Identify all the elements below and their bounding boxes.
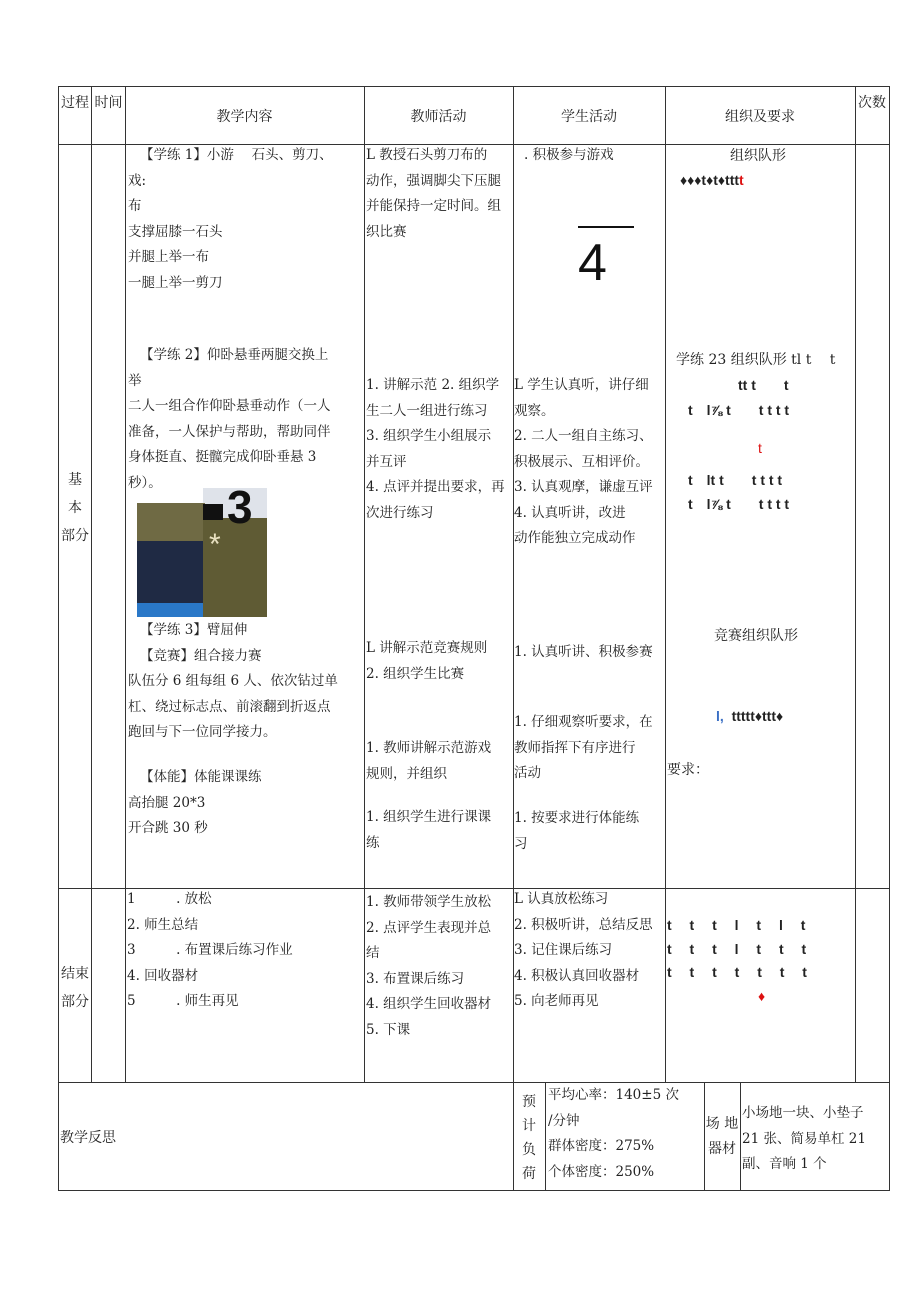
student-s3 (514, 640, 664, 666)
text-line: L 认真放松练习 (514, 891, 609, 907)
content-lx2 (128, 343, 364, 496)
text-line: 一腿上举一剪刀 (128, 274, 223, 291)
text-line: 3. 组织学生小组展示 (366, 428, 492, 444)
text-line: 【学练 1】小游 石头、剪刀、 (140, 147, 333, 163)
text-line: 并互评 (366, 453, 407, 470)
rule (889, 86, 890, 1191)
ending-formation-row1: t t t l t l t (667, 917, 806, 933)
text-line: 3. 认真观摩，谦虚互评 (514, 479, 653, 495)
text-line: 练 (366, 834, 380, 851)
section-label-char: 结束 (61, 966, 89, 982)
figure-overline (578, 226, 634, 228)
text-line: /分钟 (548, 1112, 580, 1129)
text-line: 活动 (514, 765, 541, 781)
label-char: 荷 (522, 1166, 536, 1182)
student-s4 (514, 710, 664, 787)
label-line: 场 地 (705, 1116, 739, 1132)
photo-blue-strip (137, 603, 205, 617)
reflection-label: 教学反思 (60, 1130, 116, 1146)
text-line: 开合跳 30 秒 (128, 820, 208, 836)
text-line: 4. 认真听讲，改进 (514, 504, 626, 521)
org-lx23-row1: 学练 23 组织队形 tl t t (676, 352, 836, 368)
text-line: 杠、绕过标志点、前滚翻到折返点 (128, 698, 331, 715)
text-line: 举 (128, 372, 142, 389)
site-equipment-label (704, 1112, 740, 1162)
text-line: 【学练 3】臂屈伸 (140, 622, 248, 638)
text-line: 准备，一人保护与帮助，帮助同伴 (128, 423, 331, 440)
text-line: 4. 积极认真回收器材 (514, 967, 640, 984)
header-time: 时间 (94, 95, 123, 111)
text-line: L 讲解示范竞赛规则 (366, 640, 488, 656)
teacher-t3 (366, 636, 512, 687)
section-label-char: 部分 (61, 994, 89, 1010)
photo-bottom-left (137, 541, 205, 603)
text-line: 1. 教师讲解示范游戏 (366, 740, 492, 756)
teacher-t4 (366, 736, 512, 787)
text-line: 1. 按要求进行体能练 (514, 810, 640, 826)
teacher-t1 (366, 143, 512, 245)
text-line: 积极展示、互相评价。 (514, 453, 649, 470)
rule (855, 86, 856, 1083)
text-line: L 教授石头剪刀布的 (366, 147, 488, 163)
figure-number: 4 (578, 234, 607, 292)
site-equipment-value (742, 1101, 889, 1178)
text-line: 1. 仔细观察听要求，在 (514, 714, 653, 730)
label-char: 计 (522, 1118, 536, 1134)
text-line: 动作能独立完成动作 (514, 530, 636, 546)
text-line: 【竞赛】组合接力赛 (140, 647, 262, 664)
text-line: 规则，并组织 (366, 765, 447, 782)
photo-black-square (203, 504, 223, 520)
student-s1 (524, 143, 664, 169)
header-student: 学生活动 (561, 109, 617, 125)
text-line: 身体挺直、挺髋完成仰卧垂悬 3 (128, 449, 317, 465)
rule (58, 86, 889, 87)
text-line: 3 . 布置课后练习作业 (127, 942, 293, 958)
label-char: 预 (522, 1094, 536, 1110)
org-lx23-row4: t lt t t t t t (688, 472, 783, 488)
rule (91, 86, 92, 1083)
org-lx23-row3: t l⅞ t t t t t (688, 402, 790, 418)
competition-blue-marker: l, (716, 708, 724, 724)
rule (740, 1082, 741, 1191)
rule (665, 86, 666, 1083)
org-requirements: 要求： (667, 762, 709, 778)
text-line: . 积极参与游戏 (524, 147, 614, 163)
header-process: 过程 (61, 95, 89, 111)
exercise-photo (137, 481, 269, 617)
rule (58, 1082, 889, 1083)
text-line: 队伍分 6 组每组 6 人、依次钻过单 (128, 673, 338, 689)
text-line: 群体密度：275% (548, 1138, 655, 1154)
student-s2 (514, 373, 664, 552)
text-line: 21 张、简易单杠 21 (742, 1130, 866, 1147)
rule (58, 86, 59, 1191)
text-line: 习 (514, 835, 528, 852)
photo-top-left (137, 503, 205, 541)
text-line: L 学生认真听，讲仔细 (514, 377, 649, 393)
org-lx23-red-marker: t (758, 440, 762, 456)
text-line: 2. 二人一组自主练习、 (514, 428, 653, 444)
text-line: 个体密度：250% (548, 1163, 655, 1180)
text-line: 2. 组织学生比赛 (366, 665, 465, 682)
text-line: 次进行练习 (366, 504, 434, 521)
ending-content (127, 887, 363, 1015)
text-line: 小场地一块、小垫子 (742, 1105, 864, 1121)
org-formation-title: 组织队形 (730, 148, 786, 164)
competition-symbols: ttttt♦ttt♦ (731, 708, 784, 724)
text-line: 观察。 (514, 402, 555, 419)
text-line: 动作，强调脚尖下压腿 (366, 172, 501, 189)
rule (58, 1190, 889, 1191)
label-char: 负 (522, 1142, 536, 1158)
teacher-t2 (366, 373, 512, 526)
text-line: 4. 组织学生回收器材 (366, 996, 492, 1012)
text-line: 并能保持一定时间。组 (366, 198, 501, 214)
text-line: 2. 点评学生表现并总 (366, 919, 492, 936)
section-label-char: 部分 (61, 528, 89, 544)
teacher-t5 (366, 805, 512, 856)
rule (125, 86, 126, 1083)
section-label-char: 基 (68, 472, 82, 488)
ending-teacher-marker: ♦ (758, 988, 766, 1004)
rule (545, 1082, 546, 1191)
org-lx23-row5: t l⅞ t t t t t (688, 496, 790, 512)
ending-student (514, 887, 664, 1015)
header-org: 组织及要求 (725, 109, 795, 125)
ending-formation-row3: t t t t t t t (667, 964, 807, 980)
text-line: 4. 回收器材 (127, 967, 199, 984)
text-line: 1. 教师带领学生放松 (366, 894, 492, 910)
org-competition-row (716, 708, 783, 724)
header-teacher: 教师活动 (410, 109, 467, 125)
text-line: 支撑屈膝一石头 (128, 223, 223, 240)
text-line: 3. 布置课后练习 (366, 970, 465, 987)
content-tn (128, 765, 364, 842)
content-lx1 (128, 143, 364, 296)
section-basic-label (58, 466, 92, 550)
text-line: 戏: (128, 172, 147, 189)
text-line: 5. 向老师再见 (514, 993, 599, 1009)
content-lx3 (128, 618, 364, 746)
text-line: 并腿上举一布 (128, 249, 209, 265)
text-line: 教师指挥下有序进行 (514, 739, 636, 756)
photo-star-mark: * (209, 528, 221, 561)
ending-formation-row2: t t t l t t t (667, 941, 807, 957)
formation-red-marker: t (739, 172, 744, 188)
text-line: 布 (128, 198, 142, 214)
text-line: 3. 记住课后练习 (514, 942, 613, 958)
org-lx23-row2: tt t t (738, 377, 789, 393)
section-label-char: 本 (68, 500, 82, 516)
ending-teacher (366, 890, 512, 1043)
text-line: 2. 师生总结 (127, 916, 199, 933)
load-values (548, 1083, 704, 1185)
text-line: 高抬腿 20*3 (128, 794, 206, 811)
rule (364, 86, 365, 1083)
text-line: 5. 下课 (366, 1021, 411, 1038)
text-line: 秒）。 (128, 474, 162, 491)
text-line: 1. 讲解示范 2. 组织学 (366, 377, 500, 393)
student-s5 (514, 806, 664, 857)
header-times: 次数 (858, 95, 886, 111)
photo-number: 3 (227, 481, 253, 533)
formation-symbols: ♦♦♦t♦t♦ttt (680, 172, 740, 188)
text-line: 生二人一组进行练习 (366, 402, 488, 419)
text-line: 织比赛 (366, 223, 407, 240)
text-line: 2. 积极听讲，总结反思 (514, 916, 653, 933)
org-competition-title: 竞赛组织队形 (714, 628, 798, 644)
load-label (513, 1090, 545, 1186)
text-line: 【学练 2】仰卧悬垂两腿交换上 (140, 347, 329, 363)
text-line: 1. 认真听讲、积极参赛 (514, 644, 653, 660)
text-line: 副、音响 1 个 (742, 1156, 827, 1172)
text-line: 1 . 放松 (127, 891, 212, 907)
text-line: 5 . 师生再见 (127, 993, 239, 1009)
text-line: 二人一组合作仰卧悬垂动作（一人 (128, 398, 331, 414)
rule (513, 86, 514, 1191)
text-line: 结 (366, 945, 380, 961)
header-content: 教学内容 (216, 109, 273, 125)
text-line: 1. 组织学生进行课课 (366, 809, 492, 825)
label-line: 器材 (708, 1141, 736, 1157)
text-line: 跑回与下一位同学接力。 (128, 724, 277, 740)
text-line: 【体能】体能课课练 (140, 769, 262, 785)
text-line: 4. 点评并提出要求，再 (366, 479, 505, 495)
section-ending-label (58, 960, 92, 1016)
org-formation-row (680, 172, 744, 188)
text-line: 平均心率：140±5 次 (548, 1087, 679, 1103)
